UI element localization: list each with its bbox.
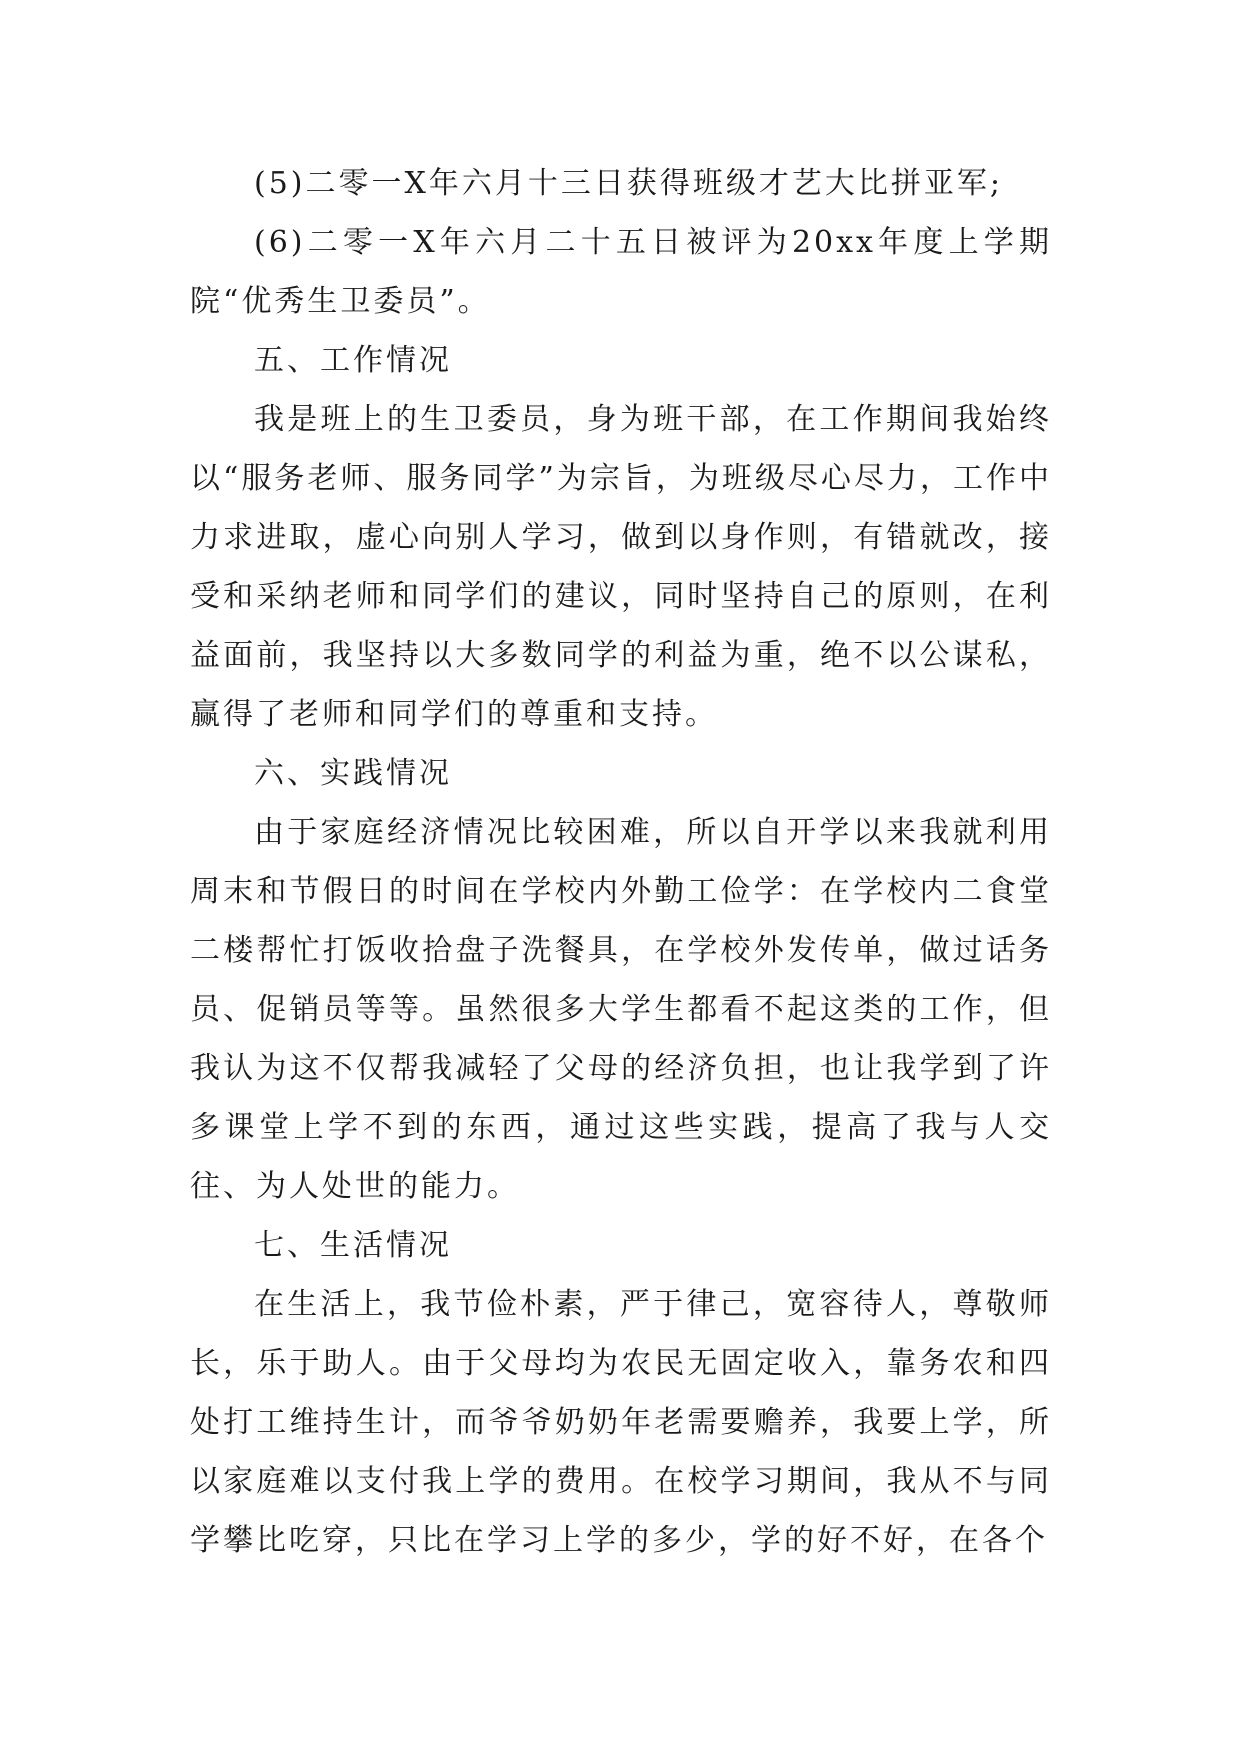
section-heading-work: 五、工作情况 xyxy=(254,343,452,378)
award-item-5: (5)二零一X年六月十三日获得班级才艺大比拼亚军; xyxy=(254,166,1003,201)
document-body xyxy=(190,154,1052,1570)
award-item-6: (6)二零一X年六月二十五日被评为20xx年度上学期院“优秀生卫委员”。 xyxy=(190,225,1052,319)
section-heading-practice: 六、实践情况 xyxy=(254,756,452,791)
paragraph-practice: 由于家庭经济情况比较困难，所以自开学以来我就利用周末和节假日的时间在学校内外勤工俭学：在学校内二食堂二楼帮忙打饭收拾盘子洗餐具，在学校外发传单，做过话务员、促销员等等。虽然很多大学生都看不起这类的工作，但我认为这不仅帮我减轻了父母的经济负担，也让我学到了许多课堂上学不到的东西，通过这些实践，提高了我与人交往、为人处世的能力。 xyxy=(190,815,1052,1204)
paragraph-life: 在生活上，我节俭朴素，严于律己，宽容待人，尊敬师长，乐于助人。由于父母均为农民无固定收入，靠务农和四处打工维持生计，而爷爷奶奶年老需要赡养，我要上学，所以家庭难以支付我上学的费用。在校学习期间，我从不与同学攀比吃穿，只比在学习上学的多少，学的好不好，在各个 xyxy=(190,1287,1052,1558)
paragraph-work: 我是班上的生卫委员，身为班干部，在工作期间我始终以“服务老师、服务同学”为宗旨，为班级尽心尽力，工作中力求进取，虚心向别人学习，做到以身作则，有错就改，接受和采纳老师和同学们的建议，同时坚持自己的原则，在利益面前，我坚持以大多数同学的利益为重，绝不以公谋私，赢得了老师和同学们的尊重和支持。 xyxy=(190,402,1052,732)
section-heading-life: 七、生活情况 xyxy=(254,1228,452,1263)
